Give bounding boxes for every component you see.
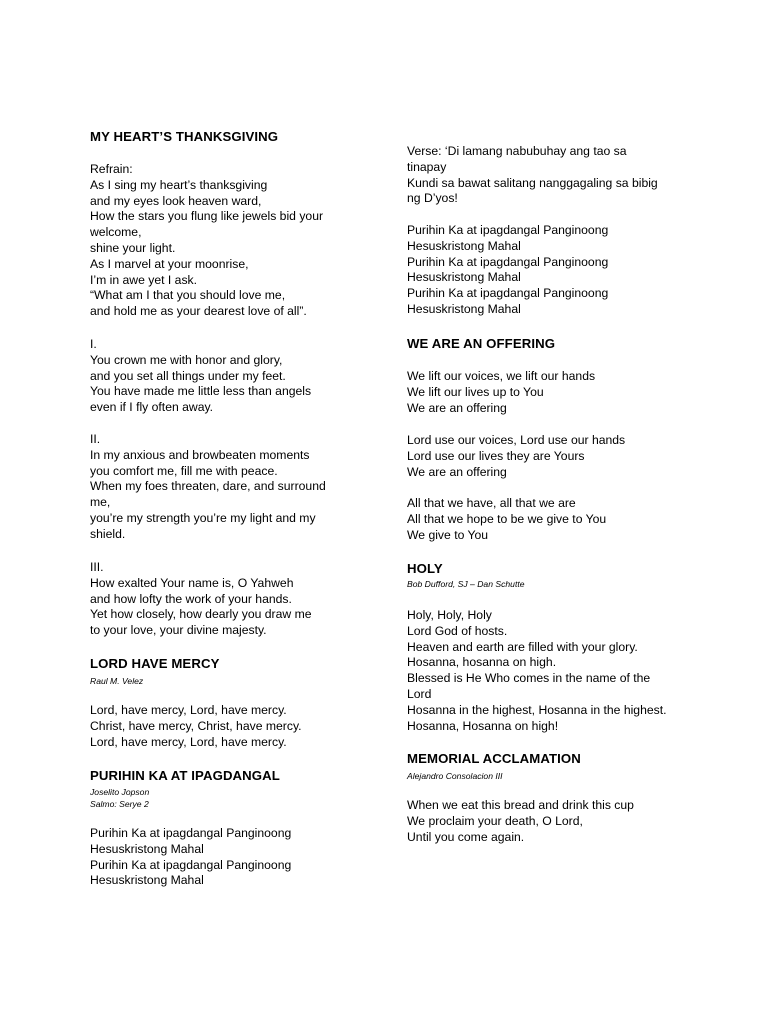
mercy-credit: Raul M. Velez — [90, 676, 144, 686]
holy-title: HOLY — [407, 561, 443, 576]
heart-verse-2: II. In my anxious and browbeaten moments you comfort me, fill me with peace. When my foes threaten, dare, and surround me, you’re my strength you’re my light and my shield. — [90, 432, 326, 541]
mercy-title: LORD HAVE MERCY — [90, 656, 220, 671]
purihin-verse: Verse: ‘Di lamang nabubuhay ang tao sa tinapay Kundi sa bawat salitang nanggagaling sa bibig ng D’yos! — [407, 144, 658, 206]
mercy-lyrics: Lord, have mercy, Lord, have mercy. Christ, have mercy, Christ, have mercy. Lord, have mercy, Lord, have mercy. — [90, 703, 302, 749]
purihin-lyrics: Purihin Ka at ipagdangal Panginoong Hesuskristong Mahal Purihin Ka at ipagdangal Panginoong Hesuskristong Mahal — [90, 826, 292, 888]
heart-refrain: Refrain: As I sing my heart’s thanksgiving and my eyes look heaven ward, How the stars you flung like jewels bid your welcome, shine your light. As I marvel at your moonrise, I’m in awe yet I ask. “What am I that you should love me, and hold me as your dearest love of all”. — [90, 162, 324, 319]
heart-title: MY HEART’S THANKSGIVING — [90, 129, 279, 144]
purihin-credit: Joselito Jopson Salmo: Serye 2 — [90, 787, 150, 809]
offering-stanza-2: Lord use our voices, Lord use our hands Lord use our lives they are Yours We are an offering — [407, 433, 626, 479]
memorial-title: MEMORIAL ACCLAMATION — [407, 751, 581, 766]
heart-verse-3: III. How exalted Your name is, O Yahweh and how lofty the work of your hands. Yet how closely, how dearly you draw me to your love, your divine majesty. — [90, 560, 312, 638]
memorial-credit: Alejandro Consolacion III — [407, 771, 503, 781]
memorial-lyrics: When we eat this bread and drink this cup We proclaim your death, O Lord, Until you come again. — [407, 798, 634, 844]
offering-stanza-1: We lift our voices, we lift our hands We lift our lives up to You We are an offering — [407, 369, 596, 415]
purihin-title: PURIHIN KA AT IPAGDANGAL — [90, 768, 280, 783]
heart-verse-1: I. You crown me with honor and glory, and you set all things under my feet. You have made me little less than angels even if I fly often away. — [90, 337, 312, 415]
offering-title: WE ARE AN OFFERING — [407, 336, 556, 351]
purihin-refrain-repeat: Purihin Ka at ipagdangal Panginoong Hesuskristong Mahal Purihin Ka at ipagdangal Panginoong Hesuskristong Mahal Purihin Ka at ipagdangal Panginoong Hesuskristong Mahal — [407, 223, 609, 316]
holy-credit: Bob Dufford, SJ – Dan Schutte — [407, 579, 525, 589]
holy-lyrics: Holy, Holy, Holy Lord God of hosts. Heaven and earth are filled with your glory. Hosanna, hosanna on high. Blessed is He Who comes in the name of the Lord Hosanna in the highest, Hosanna in the highest. Hosanna, Hosanna on high! — [407, 608, 667, 733]
offering-stanza-3: All that we have, all that we are All that we hope to be we give to You We give to You — [407, 496, 607, 542]
